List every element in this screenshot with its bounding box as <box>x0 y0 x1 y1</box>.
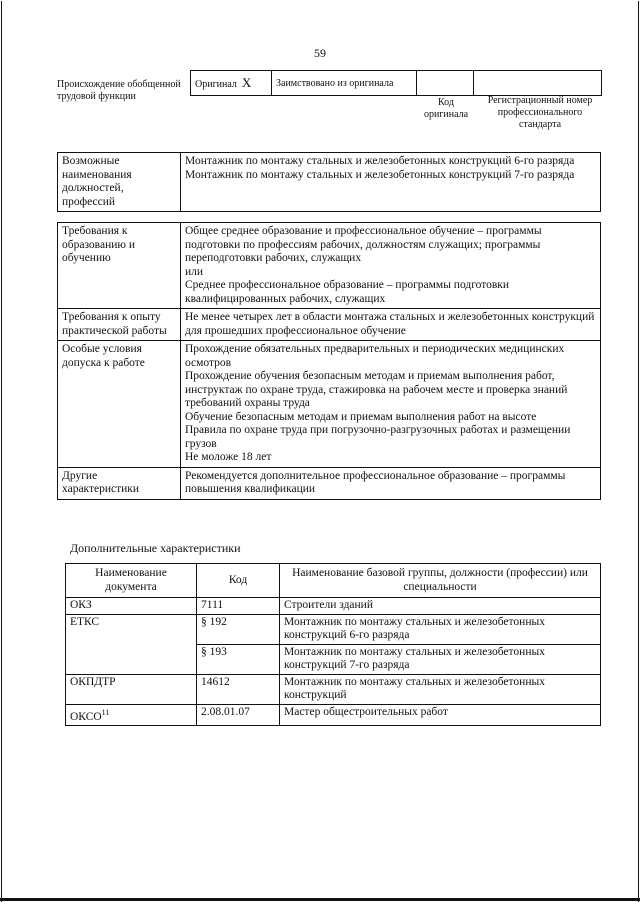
code-cell: 7111 <box>197 598 280 615</box>
header-code: Код <box>197 564 280 598</box>
positions-table <box>57 152 601 212</box>
additional-table <box>65 563 601 726</box>
name-cell: Монтажник по монтажу стальных и железобетонных конструкций 6-го разряда <box>280 614 601 644</box>
code-cell: 2.08.01.07 <box>197 704 280 725</box>
borrowed-label: Заимствовано из оригинала <box>276 77 394 89</box>
conditions-value <box>181 341 601 468</box>
table-row <box>66 674 601 704</box>
condition-line: Прохождение обязательных предварительных и периодических медицинских осмотров <box>185 343 565 369</box>
education-line: Среднее профессиональное образование – программы подготовки квалифицированных рабочих, служащих <box>185 279 510 305</box>
additional-title: Дополнительные характеристики <box>70 541 241 555</box>
requirements-table <box>57 222 601 500</box>
page-number: 59 <box>314 46 326 60</box>
education-label: Требования к образованию и обучению <box>58 223 181 309</box>
reg-number-cell <box>474 71 602 96</box>
condition-line: Прохождение обучения безопасным методам и приемам выполнения работ, инструктаж по охране труда, стажировка на рабочем месте и проверка знаний требований охраны труда <box>185 370 568 409</box>
education-value <box>181 223 601 309</box>
conditions-label: Особые условия допуска к работе <box>58 341 181 468</box>
condition-line: Правила по охране труда при погрузочно-разгрузочных работах и размещении грузов <box>185 424 571 450</box>
doc-cell: ОКЗ <box>66 598 197 615</box>
position-line: Монтажник по монтажу стальных и железобетонных конструкций 6-го разряда <box>185 155 575 167</box>
reg-number-caption: Регистрационный номер профессионального стандарта <box>487 95 593 130</box>
header-name: Наименование базовой группы, должности (профессии) или специальности <box>280 564 601 598</box>
condition-line: Не моложе 18 лет <box>185 451 272 463</box>
other-line: Рекомендуется дополнительное профессиональное образование – программы повышения квалификации <box>185 469 566 495</box>
name-cell: Монтажник по монтажу стальных и железобетонных конструкций <box>280 674 601 704</box>
doc-name: ОКСО <box>70 710 102 723</box>
name-cell: Монтажник по монтажу стальных и железобетонных конструкций 7-го разряда <box>280 644 601 674</box>
original-code-cell <box>417 71 474 96</box>
name-cell: Мастер общестроительных работ <box>280 704 601 725</box>
experience-value <box>181 309 601 341</box>
doc-cell <box>66 704 197 725</box>
education-line: Общее среднее образование и профессиональное обучение – программы подготовки по профессиям рабочих, должностям служащих; программы переподготовки рабочих, служащих <box>185 225 542 264</box>
condition-line: Обучение безопасным методам и приемам выполнения работ на высоте <box>185 410 537 423</box>
positions-label: Возможные наименования должностей, профессий <box>58 153 181 212</box>
original-cell <box>191 71 272 96</box>
table-header-row <box>66 564 601 598</box>
origin-label: Происхождение обобщенной трудовой функции <box>57 79 181 102</box>
experience-line: Не менее четырех лет в области монтажа стальных и железобетонных конструкций для прошедших профессиональное обучение <box>185 311 595 337</box>
education-line: или <box>185 265 204 278</box>
borrowed-cell <box>272 71 417 96</box>
original-mark: X <box>241 75 252 90</box>
footnote-ref: 11 <box>101 707 110 717</box>
doc-cell: ОКПДТР <box>66 674 197 704</box>
positions-value <box>181 153 601 212</box>
other-value <box>181 467 601 499</box>
origin-table <box>190 70 602 96</box>
table-row <box>66 704 601 725</box>
table-row <box>66 614 601 644</box>
other-label: Другие характеристики <box>58 467 181 499</box>
doc-cell: ЕТКС <box>66 614 197 674</box>
original-label: Оригинал <box>195 79 237 90</box>
code-cell: 14612 <box>197 674 280 704</box>
table-row <box>66 598 601 615</box>
code-cell: § 193 <box>197 644 280 674</box>
original-code-caption: Код оригинала <box>423 97 469 120</box>
position-line: Монтажник по монтажу стальных и железобетонных конструкций 7-го разряда <box>185 168 575 181</box>
header-document: Наименование документа <box>66 564 197 598</box>
name-cell: Строители зданий <box>280 598 601 615</box>
bottom-rule <box>0 898 640 901</box>
code-cell: § 192 <box>197 614 280 644</box>
experience-label: Требования к опыту практической работы <box>58 309 181 341</box>
